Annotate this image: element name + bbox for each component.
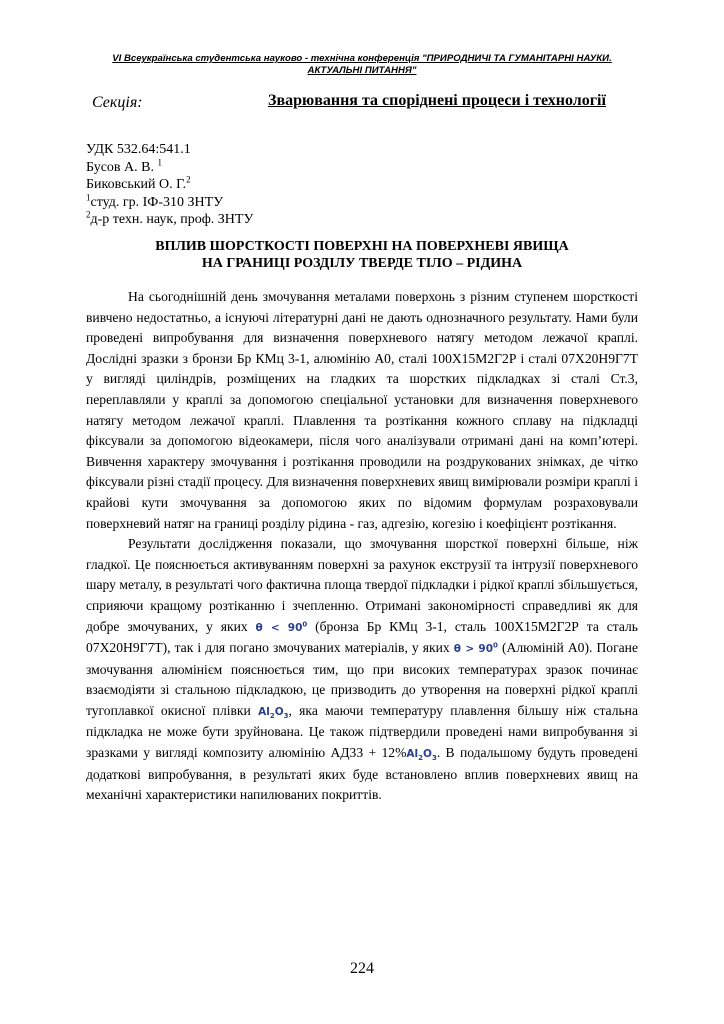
page-number: 224 xyxy=(350,960,374,977)
article-title-line2: НА ГРАНИЦІ РОЗДІЛУ ТВЕРДЕ ТІЛО – РІДИНА xyxy=(201,256,523,271)
formula-al2o3 xyxy=(406,748,437,763)
formula-al: Al xyxy=(406,748,419,761)
formula-degree-sup: 0 xyxy=(493,641,498,650)
conference-header-line1: VI Всеукраїнська студентська науково - технічна конференція "ПРИРОДНИЧІ ТА ГУМАНІТАРНІ НАУКИ. xyxy=(112,53,612,64)
affiliation-2 xyxy=(86,211,253,229)
udc-code: УДК 532.64:541.1 xyxy=(86,142,191,157)
author-2-name: Биковський О. Г. xyxy=(86,177,187,192)
article-title xyxy=(86,238,638,272)
formula-theta-greater-90-text: θ > 90 xyxy=(453,643,494,656)
article-metadata xyxy=(86,141,253,229)
paragraph-2-part2: (бронза Бр КМц 3-1, сталь 100Х15М2Г2Р та сталь 07Х20Н9Г7Т), так і для погано змочуваних матеріалів, у яких xyxy=(86,618,638,656)
paragraph-2 xyxy=(86,534,638,806)
affiliation-1-text: студ. гр. ІФ-310 ЗНТУ xyxy=(90,194,224,210)
paragraph-2-part4: , яка маючи температуру плавлення більшу ніж стальна підкладка не може бути зруйнована. Це також підтвердили проведені нами випробування зі зразками у вигляді композиту алюмінію АД33 + 12% xyxy=(86,702,638,761)
author-1 xyxy=(86,156,253,177)
conference-header-line2: АКТУАЛЬНІ ПИТАННЯ" xyxy=(307,65,417,76)
formula-al2o3 xyxy=(258,706,288,718)
paragraph-2-part3: (Алюміній А0). Погане змочування алюмінієм пояснюється тим, що при високих температурах зразок починає взаємодіяти зі стальною підкладкою, це призводить до утворення на поверхні рідкої краплі тугоплавкої окисної плівки xyxy=(86,640,638,718)
conference-header xyxy=(86,53,638,77)
article-title-line1: ВПЛИВ ШОРСТКОСТІ ПОВЕРХНІ НА ПОВЕРХНЕВІ ЯВИЩА xyxy=(155,239,569,254)
affiliation-2-superscript: 2 xyxy=(86,209,91,220)
author-1-superscript: 1 xyxy=(157,156,162,167)
formula-sub: 2 xyxy=(269,711,275,720)
formula-degree-sup: 0 xyxy=(302,620,308,628)
paragraph-2-part5: . В подальшому будуть проведені додаткові випробування, в результаті яких буде встановлено вплив поверхневих явищ на механічні характеристики напилюваних покриттів. xyxy=(86,745,638,803)
author-1-name: Бусов А. В. xyxy=(86,159,154,175)
author-2-superscript: 2 xyxy=(186,174,191,185)
formula-al: Al xyxy=(258,705,270,718)
paragraph-1: На сьогоднішній день змочування металами поверхонь з різним ступенем шорсткості вивчено недостатньо, а існуючі літературні дані не дають однозначного результату. Нами були проведені випробування для визначення поверхневого натягу методом лежачої краплі. Дослідні зразки з бронзи Бр КМц 3-1, алюмінію А0, сталі 100Х15М2Г2Р і сталі 07Х20Н9Г7Т у вигляді циліндрів, розміщених на гладких та шорстких підкладках зі сталі Ст.3, переплавляли у краплі за допомогою спеціальної установки для визначення поверхневого натягу методом лежачої краплі. Плавлення та розтікання кожного сплаву на підкладці фіксували за допомогою відеокамери, після чого аналізували отримані дані на комп’ютері. Вивчення характеру змочування і розтікання проводили на роздрукованих знімках, де чітко фіксували різні стадії процесу. Для визначення поверхневих явищ вимірювали розміри краплі і крайові кути змочування за допомогою яких по відомим формулам розраховували поверхневий натяг на границі розділу рідина - газ, адгезію, когезію і коефіцієнт розтікання. xyxy=(86,289,638,531)
formula-theta-less-90-text: θ < 90 xyxy=(255,621,303,634)
section-title: Зварювання та споріднені процеси і технології xyxy=(268,92,606,109)
formula-sub: 2 xyxy=(418,754,423,763)
section-label: Секція: xyxy=(92,94,143,111)
formula-sub: 3 xyxy=(283,711,289,720)
affiliation-1-superscript: 1 xyxy=(86,191,91,202)
formula-theta-less-90 xyxy=(256,622,308,634)
article-body xyxy=(86,287,638,806)
formula-theta-greater-90 xyxy=(454,643,498,655)
paragraph-2-part1: Результати дослідження показали, що змочування шорсткої поверхні більше, ніж гладкої. Це пояснюється активуванням поверхні за рахунок екструзії та інтрузії поверхневого шару металу, в результаті чого фактична площа твердої підкладки і рідкої краплі збільшується, сприяючи кращому розтіканню і зчепленню. Отримані закономірності справедливі як для добре змочуваних, у яких xyxy=(86,536,638,634)
formula-sub: 3 xyxy=(431,754,437,763)
affiliation-1 xyxy=(86,191,253,212)
formula-o: O xyxy=(423,748,432,761)
author-2 xyxy=(86,176,253,194)
affiliation-2-text: д-р техн. наук, проф. ЗНТУ xyxy=(90,212,254,227)
formula-o: O xyxy=(274,705,284,718)
